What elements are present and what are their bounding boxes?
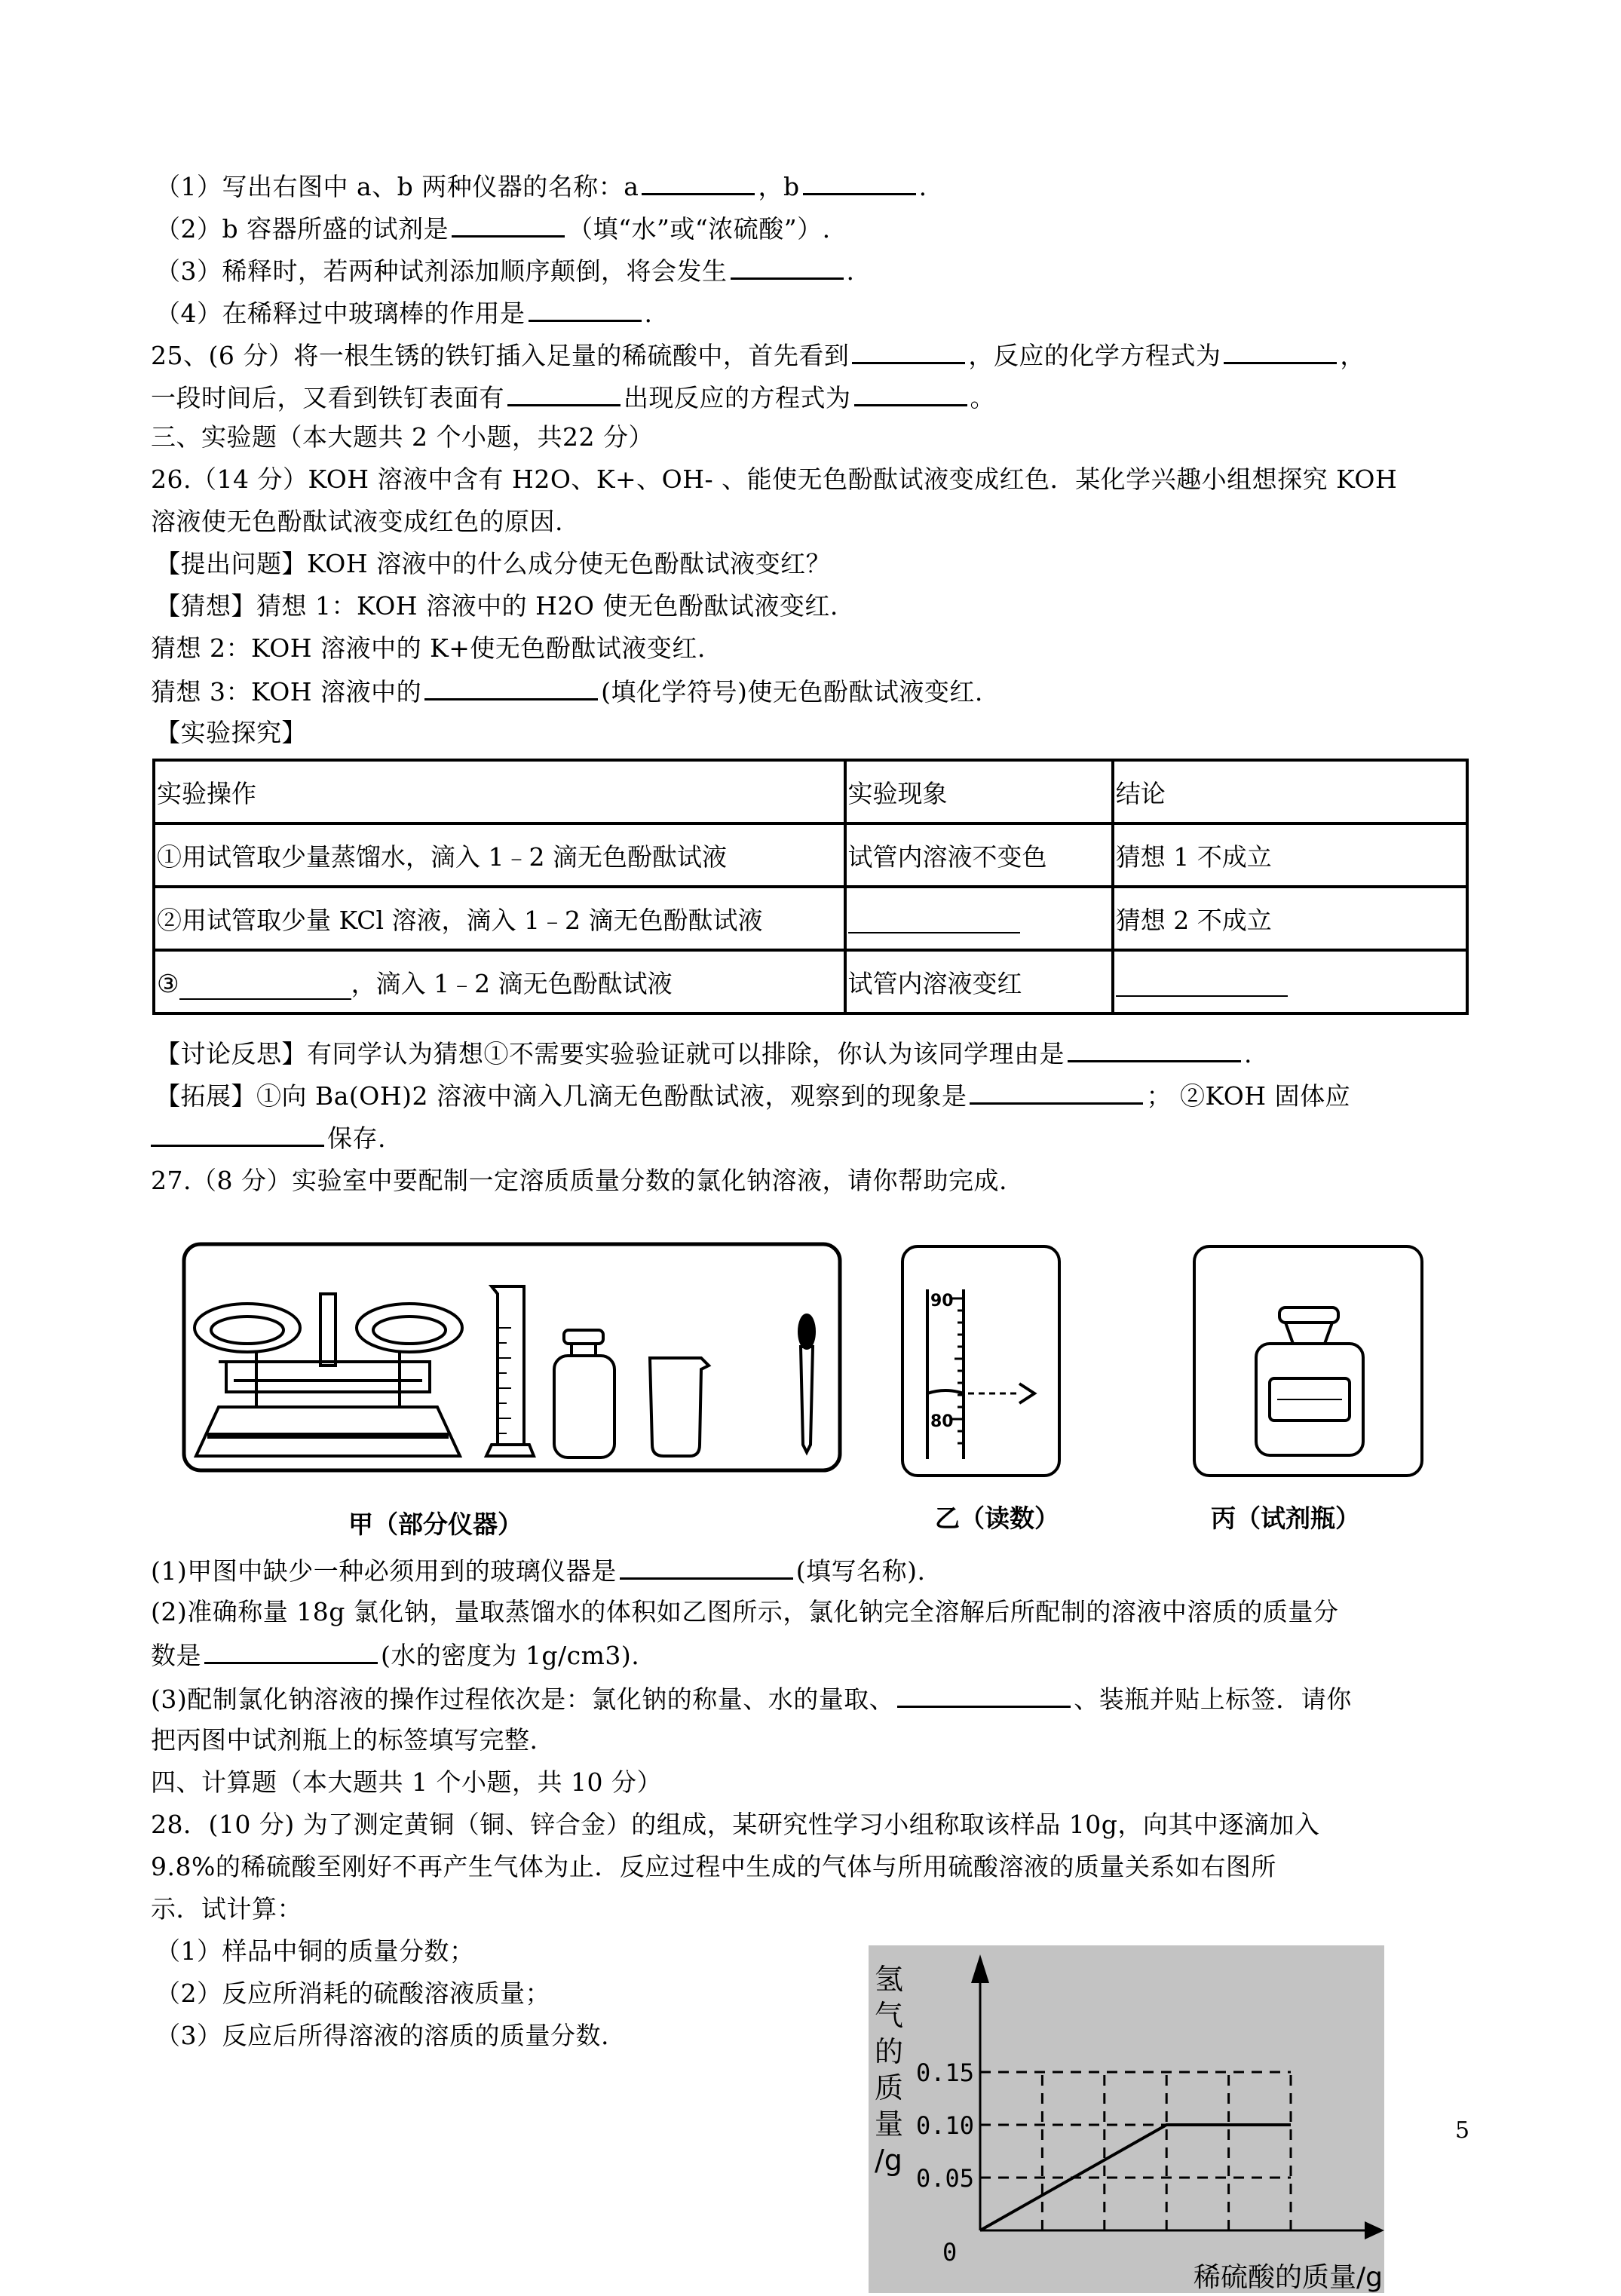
chart-svg [869, 1945, 1384, 2293]
cell-conclusion [1113, 950, 1467, 1013]
answer-blank[interactable] [529, 297, 642, 322]
q26-guess3: 猜想 3：KOH 溶液中的 (填化学符号)使无色酚酞试液变红. [151, 677, 983, 707]
reagent-bottle-icon [554, 1330, 614, 1458]
q27-part2-line1: (2)准确称量 18g 氯化钠，量取蒸馏水的体积如乙图所示，氯化钠完全溶解后所配制的溶液中溶质的质量分 [151, 1597, 1339, 1626]
q28-sub2: （2）反应所消耗的硫酸溶液质量； [155, 1979, 550, 2008]
y-axis-label-char: 氢 [875, 1963, 904, 1996]
q26-reflection: 【讨论反思】有同学认为猜想①不需要实验验证就可以排除，你认为该同学理由是 . [155, 1039, 1252, 1068]
answer-blank[interactable] [852, 339, 965, 364]
q28-sub1: （1）样品中铜的质量分数； [155, 1936, 475, 1966]
cell-phenomenon [845, 887, 1113, 950]
answer-blank[interactable] [507, 382, 621, 406]
q24-part1: （1）写出右图中 a、b 两种仪器的名称：a ，b . [155, 172, 927, 201]
q24-part4: （4）在稀释过中玻璃棒的作用是 . [155, 299, 653, 328]
x-axis-label: 稀硫酸的质量/g [1194, 2262, 1383, 2293]
dropper-icon [799, 1315, 814, 1452]
table-header-row [154, 760, 1467, 823]
answer-blank[interactable] [204, 1639, 378, 1664]
y-axis-label-char: /g [875, 2144, 902, 2177]
q26-guess1: 【猜想】猜想 1：KOH 溶液中的 H2O 使无色酚酞试液变红. [155, 591, 838, 621]
q26-question: 【提出问题】KOH 溶液中的什么成分使无色酚酞试液变红？ [155, 549, 832, 578]
q27-part3-line1: (3)配制氯化钠溶液的操作过程依次是：氯化钠的称量、水的量取、 、装瓶并贴上标签．请你 [151, 1684, 1352, 1714]
page-number: 5 [1455, 2117, 1470, 2144]
figure-jia-caption: 甲（部分仪器） [348, 1510, 522, 1539]
cell-conclusion: 猜想 2 不成立 [1113, 887, 1467, 950]
cell-operation: ①用试管取少量蒸馏水，滴入 1﹣2 滴无色酚酞试液 [154, 823, 845, 887]
answer-blank-a[interactable] [642, 170, 755, 195]
table-row [154, 950, 1467, 1013]
reagent-bottle-icon [1256, 1307, 1363, 1455]
answer-blank[interactable] [424, 676, 598, 700]
q24-part2: （2）b 容器所盛的试剂是 （填“水”或“浓硫酸”）. [155, 214, 831, 244]
q27-intro: 27.（8 分）实验室中要配制一定溶质质量分数的氯化钠溶液，请你帮助完成. [151, 1166, 1007, 1195]
q25-line1: 25、(6 分）将一根生锈的铁钉插入足量的稀硫酸中，首先看到 ，反应的化学方程式为 ， [151, 341, 1365, 370]
figure-jia-instruments [181, 1241, 852, 1497]
y-tick-label: 0.15 [915, 2058, 974, 2087]
answer-blank[interactable] [731, 255, 844, 280]
section-3-heading: 三、实验题（本大题共 2 个小题，共22 分） [151, 422, 654, 452]
q26-guess2: 猜想 2：KOH 溶液中的 K+使无色酚酞试液变红. [151, 633, 706, 663]
figure-bing-caption: 丙（试剂瓶） [1211, 1504, 1360, 1533]
y-tick-label: 0.05 [915, 2164, 974, 2193]
answer-blank[interactable] [1224, 339, 1337, 364]
answer-blank[interactable] [179, 977, 351, 1000]
cylinder-label-top: 90 [930, 1292, 954, 1310]
y-axis-label-char: 的 [875, 2035, 904, 2068]
experiment-table [152, 759, 1469, 1015]
y-tick-label: 0.10 [915, 2111, 974, 2140]
q25-line2: 一段时间后，又看到铁钉表面有 出现反应的方程式为 。 [151, 383, 995, 412]
cell-phenomenon: 试管内溶液不变色 [845, 823, 1113, 887]
answer-blank[interactable] [452, 213, 565, 238]
figure-bing-reagent-bottle [1185, 1244, 1426, 1487]
y-axis-label-char: 质 [875, 2071, 904, 2104]
figure-yi-cylinder-reading [900, 1244, 1066, 1487]
hydrogen-mass-chart [869, 1945, 1384, 2293]
q28-line2: 9.8%的稀硫酸至刚好不再产生气体为止．反应过程中生成的气体与所用硫酸溶液的质量关系如右图所 [151, 1852, 1276, 1881]
cell-conclusion: 猜想 1 不成立 [1113, 823, 1467, 887]
q26-extension-cont: 保存. [151, 1122, 386, 1154]
q28-sub3: （3）反应后所得溶液的溶质的质量分数. [155, 2021, 609, 2050]
origin-label: 0 [942, 2238, 958, 2267]
cell-operation: ②用试管取少量 KCl 溶液，滴入 1﹣2 滴无色酚酞试液 [154, 887, 845, 950]
answer-blank-b[interactable] [803, 170, 916, 195]
header-conclusion: 结论 [1113, 760, 1467, 823]
answer-blank[interactable] [620, 1555, 793, 1580]
beaker-icon [650, 1358, 709, 1456]
cell-operation: ③ ，滴入 1﹣2 滴无色酚酞试液 [154, 950, 845, 1013]
answer-blank[interactable] [848, 911, 1020, 933]
answer-blank[interactable] [151, 1122, 324, 1147]
answer-blank[interactable] [1116, 974, 1288, 997]
y-axis-label-char: 气 [875, 1999, 904, 2032]
q26-explore-heading: 【实验探究】 [155, 718, 307, 747]
q28-line1: 28．(10 分) 为了测定黄铜（铜、锌合金）的组成，某研究性学习小组称取该样品 10g，向其中逐滴加入 [151, 1810, 1320, 1839]
graduated-cylinder-icon [486, 1286, 534, 1456]
q26-intro-line1: 26.（14 分）KOH 溶液中含有 H2O、K+、OH- 、能使无色酚酞试液变成红色．某化学兴趣小组想探究 KOH [151, 464, 1398, 494]
answer-blank[interactable] [897, 1683, 1071, 1708]
section-4-heading: 四、计算题（本大题共 1 个小题，共 10 分） [151, 1767, 662, 1797]
answer-blank[interactable] [1068, 1038, 1241, 1062]
header-operation: 实验操作 [154, 760, 845, 823]
header-phenomenon: 实验现象 [845, 760, 1113, 823]
cell-phenomenon: 试管内溶液变红 [845, 950, 1113, 1013]
q28-line3: 示．试计算： [151, 1894, 302, 1924]
q27-part3-line2: 把丙图中试剂瓶上的标签填写完整. [151, 1725, 538, 1755]
q24-part3: （3）稀释时，若两种试剂添加顺序颠倒，将会发生 . [155, 256, 855, 286]
q27-part2-line2: 数是 (水的密度为 1g/cm3). [151, 1641, 640, 1670]
balance-icon [195, 1294, 462, 1456]
table-row [154, 887, 1467, 950]
answer-blank[interactable] [854, 382, 967, 406]
figure-yi-caption: 乙（读数） [935, 1504, 1059, 1533]
answer-blank[interactable] [970, 1080, 1143, 1105]
cylinder-label-bottom: 80 [930, 1412, 954, 1431]
q26-extension: 【拓展】①向 Ba(OH)2 溶液中滴入几滴无色酚酞试液，观察到的现象是 ； ②KOH 固体应 [155, 1081, 1351, 1111]
q27-part1: (1)甲图中缺少一种必须用到的玻璃仪器是 (填写名称). [151, 1556, 926, 1586]
y-axis-label-char: 量 [875, 2107, 904, 2141]
table-row [154, 823, 1467, 887]
y-axis-arrow-icon [971, 1954, 989, 1983]
q26-intro-line2: 溶液使无色酚酞试液变成红色的原因. [151, 507, 563, 536]
x-axis-arrow-icon [1365, 2221, 1384, 2239]
